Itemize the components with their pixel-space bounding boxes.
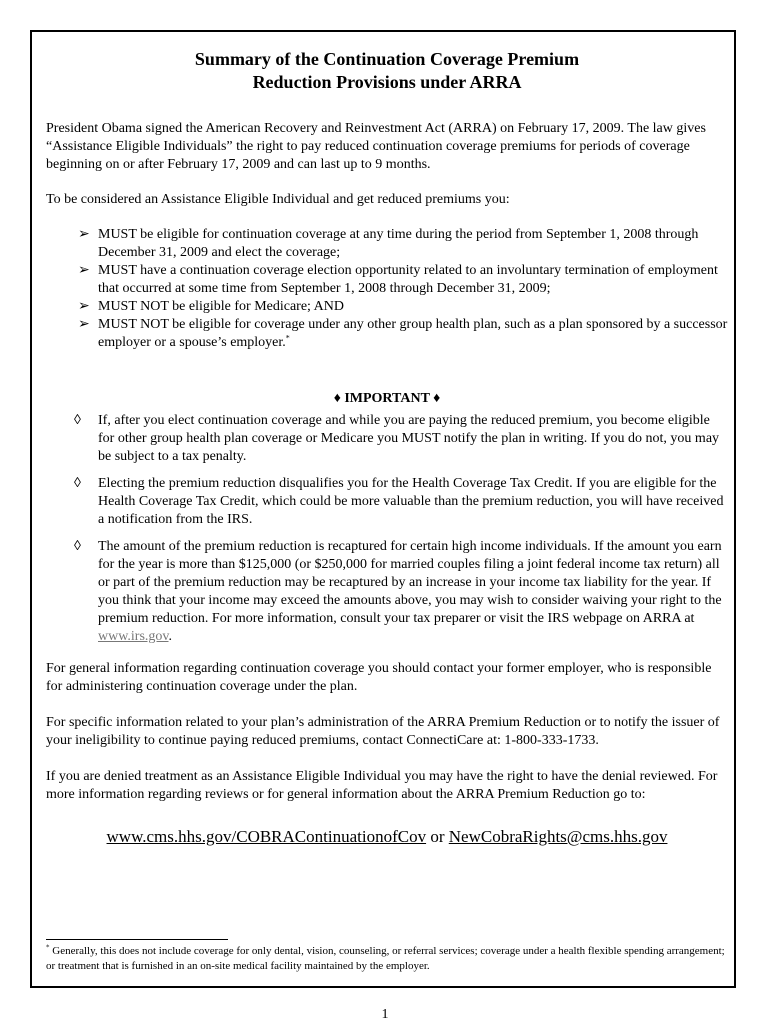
page-number: 1 xyxy=(381,1007,389,1022)
list-item xyxy=(46,262,728,298)
footnote-reference[interactable]: * xyxy=(285,333,290,343)
or-separator: or xyxy=(430,827,445,846)
requirement-text: MUST be eligible for continuation coverage at any time during the period from September 1, 2008 through December 31, 2009 and elect the coverage; xyxy=(98,227,699,260)
list-item xyxy=(46,538,728,646)
requirement-text: MUST NOT be eligible for Medicare; AND xyxy=(98,299,344,314)
requirement-text: MUST have a continuation coverage election opportunity related to an involuntary termination of employment that occurred at some time from September 1, 2008 through December 31, 2009; xyxy=(98,263,718,296)
important-text: Electing the premium reduction disqualifies you for the Health Coverage Tax Credit. If you are eligible for the Health Coverage Tax Credit, which could be more valuable than the premium reduction, you will have received a notification from the IRS. xyxy=(98,476,724,527)
eligibility-lead: To be considered an Assistance Eligible Individual and get reduced premiums you: xyxy=(46,192,510,207)
list-item xyxy=(46,412,728,466)
specific-info-paragraph: For specific information related to your plan’s administration of the ARRA Premium Reduction or to notify the issuer of your ineligibility to continue paying reduced premiums, contact ConnectiCare at: 1-800-333-1733. xyxy=(46,715,720,748)
footnote-divider xyxy=(46,939,228,940)
denied-info-paragraph: If you are denied treatment as an Assistance Eligible Individual you may have the right to have the denial reviewed. For more information regarding reviews or for general information about the ARRA Premium Reduction go to: xyxy=(46,769,718,802)
footnote-marker: * xyxy=(46,943,50,952)
resource-links xyxy=(46,826,728,848)
email-link[interactable]: NewCobraRights@cms.hhs.gov xyxy=(448,827,668,846)
arrow-bullet-icon: ➢ xyxy=(78,299,90,314)
footnote xyxy=(46,944,728,974)
list-item xyxy=(46,226,728,262)
arrow-bullet-icon: ➢ xyxy=(78,263,90,278)
intro-paragraph: President Obama signed the American Recovery and Reinvestment Act (ARRA) on February 17, 2009. The law gives “Assistance Eligible Individuals” the right to pay reduced continuation coverage premiums for periods of coverage beginning on or after February 17, 2009 and can last up to 9 months. xyxy=(46,121,706,172)
diamond-bullet-icon: ◊ xyxy=(74,413,81,428)
important-text: If, after you elect continuation coverage and while you are paying the reduced premium, you become eligible for other group health plan coverage or Medicare you MUST notify the plan in writing. If you do not, you may be subject to a tax penalty. xyxy=(98,413,720,464)
title-line-2: Reduction Provisions under ARRA xyxy=(252,72,522,92)
list-item xyxy=(46,298,728,316)
list-item xyxy=(46,475,728,529)
cms-link[interactable]: www.cms.hhs.gov/COBRAContinuationofCov xyxy=(106,827,427,846)
diamond-bullet-icon: ◊ xyxy=(74,539,81,554)
requirement-text: MUST NOT be eligible for coverage under any other group health plan, such as a plan sponsored by a successor employer or a spouse’s employer. xyxy=(98,317,728,350)
irs-link[interactable]: www.irs.gov xyxy=(98,629,169,644)
sentence-end: . xyxy=(168,629,173,644)
requirements-list xyxy=(46,226,728,352)
important-heading: ♦ IMPORTANT ♦ xyxy=(333,391,441,406)
general-info-paragraph: For general information regarding continuation coverage you should contact your former employer, who is responsible for administering continuation coverage under the plan. xyxy=(46,661,712,694)
document-title xyxy=(46,48,728,94)
important-list xyxy=(46,412,728,646)
title-line-1: Summary of the Continuation Coverage Premium xyxy=(194,49,580,69)
document-body xyxy=(46,48,728,848)
arrow-bullet-icon: ➢ xyxy=(78,317,90,332)
footnote-text: Generally, this does not include coverage for only dental, vision, counseling, or referral services; coverage under a health flexible spending arrangement; or treatment that is furnished in an on-site medical facility maintained by the employer. xyxy=(46,945,725,972)
arrow-bullet-icon: ➢ xyxy=(78,227,90,242)
diamond-bullet-icon: ◊ xyxy=(74,476,81,491)
list-item xyxy=(46,316,728,352)
important-text: The amount of the premium reduction is recaptured for certain high income individuals. If the amount you earn for the year is more than $125,000 (or $250,000 for married couples filing a joint federal income tax return) all or part of the premium reduction may be recaptured by an increase in your income tax liability for the year. If you think that your income may exceed the amounts above, you may wish to consider waiving your right to the premium reduction. For more information, consult your tax preparer or visit the IRS webpage on ARRA at xyxy=(98,539,722,626)
